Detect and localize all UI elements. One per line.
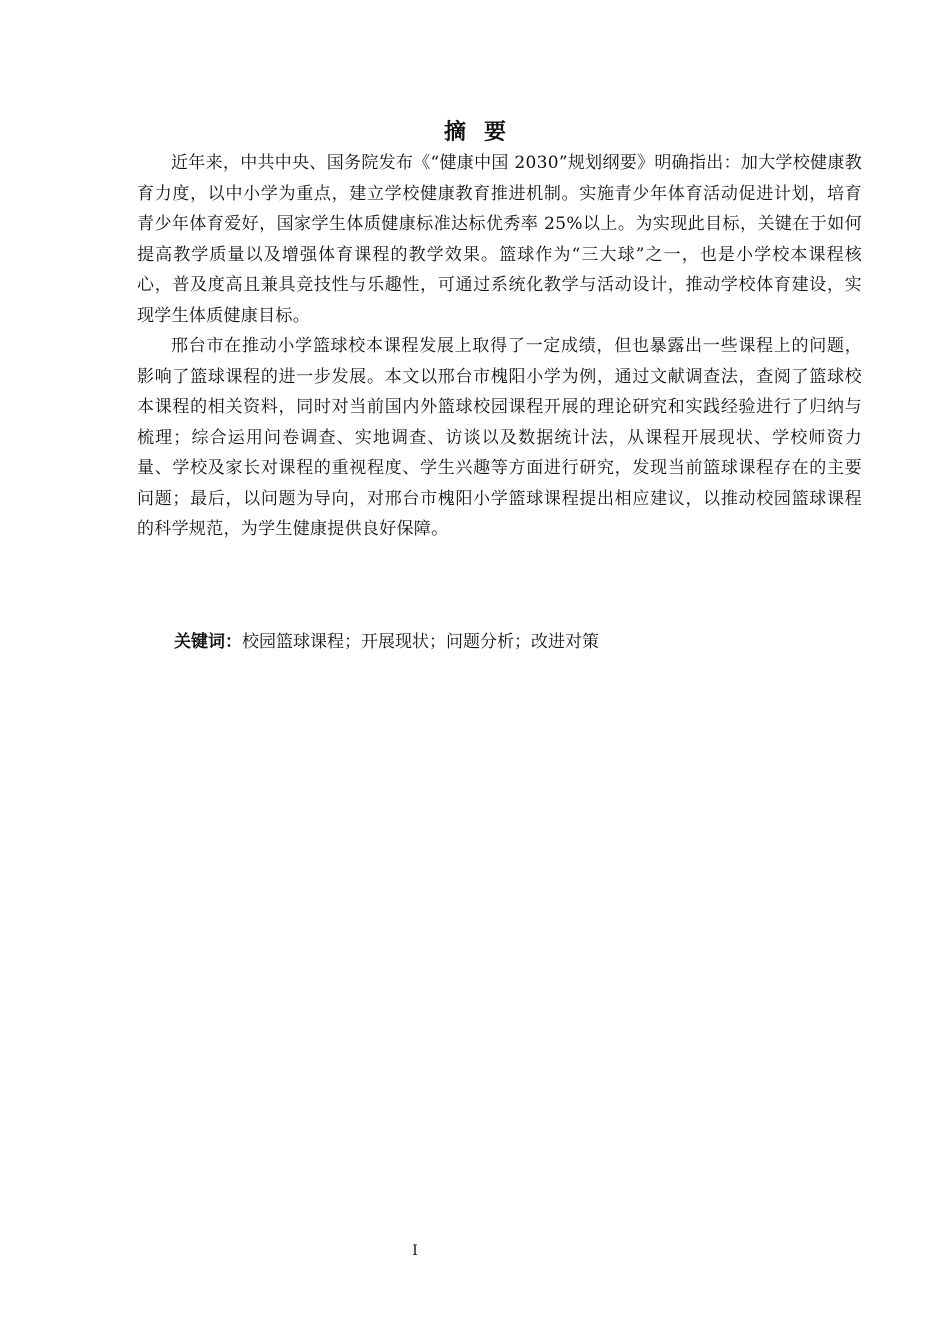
abstract-body <box>137 148 862 545</box>
abstract-title-part1: 摘 <box>443 120 466 145</box>
keywords-text: 校园篮球课程；开展现状；问题分析；改进对策 <box>242 632 599 652</box>
keywords-label: 关键词： <box>174 632 242 652</box>
abstract-title-part2: 要 <box>484 120 507 145</box>
abstract-title <box>0 115 950 146</box>
page-number: I <box>412 1243 418 1259</box>
abstract-paragraph-1: 近年来，中共中央、国务院发布《“健康中国 2030”规划纲要》明确指出：加大学校健康教育力度，以中小学为重点，建立学校健康教育推进机制。实施青少年体育活动促进计划，培育青少年体育爱好，国家学生体质健康标准达标优秀率 25%以上。为实现此目标，关键在于如何提高教学质量以及增强体育课程的教学效果。篮球作为“三大球”之一，也是小学校本课程核心，普及度高且兼具竞技性与乐趣性，可通过系统化教学与活动设计，推动学校体育建设，实现学生体质健康目标。 <box>137 153 862 326</box>
abstract-paragraph-2: 邢台市在推动小学篮球校本课程发展上取得了一定成绩，但也暴露出一些课程上的问题，影响了篮球课程的进一步发展。本文以邢台市槐阳小学为例，通过文献调查法，查阅了篮球校本课程的相关资料，同时对当前国内外篮球校园课程开展的理论研究和实践经验进行了归纳与梳理；综合运用问卷调查、实地调查、访谈以及数据统计法，从课程开展现状、学校师资力量、学校及家长对课程的重视程度、学生兴趣等方面进行研究，发现当前篮球课程存在的主要问题；最后，以问题为导向，对邢台市槐阳小学篮球课程提出相应建议，以推动校园篮球课程的科学规范，为学生健康提供良好保障。 <box>137 336 862 539</box>
keywords-line <box>174 627 599 657</box>
